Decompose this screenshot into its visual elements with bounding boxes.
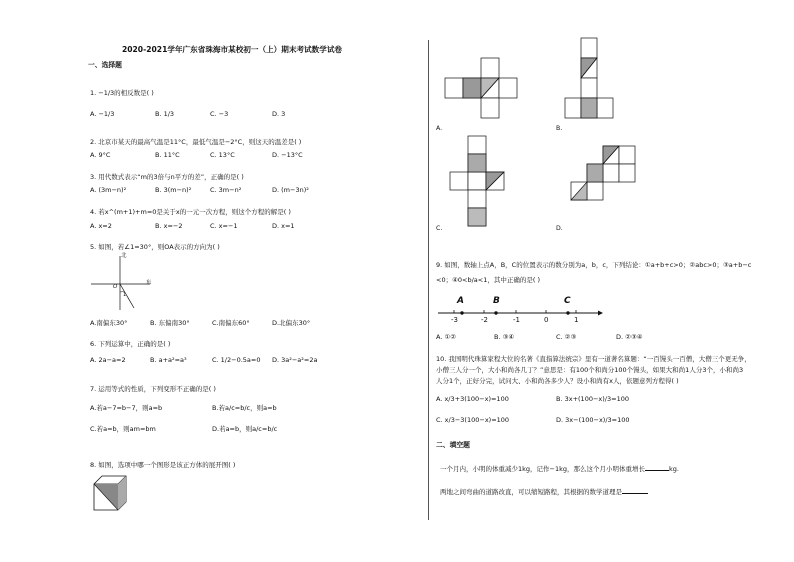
point-a-label: A xyxy=(457,296,464,306)
compass-origin-label: O xyxy=(113,284,118,290)
compass-east-label: 东 xyxy=(146,280,152,286)
net-option-c xyxy=(440,136,560,231)
q11-text xyxy=(440,466,679,473)
q4-option-c: C. x=−1 xyxy=(210,222,238,230)
q10-option-b: B. 3x+(100−x)/3=100 xyxy=(556,395,629,403)
q1-option-c: C. −3 xyxy=(210,110,229,118)
cube-figure xyxy=(92,474,132,514)
q2-option-c: C. 13°C xyxy=(210,151,235,159)
q3-option-d: D. (m−3n)² xyxy=(272,186,309,194)
tick-minus1: -1 xyxy=(513,316,520,324)
q10-option-c: C. x/3−3(100−x)=100 xyxy=(436,416,510,424)
q2-option-b: B. 11°C xyxy=(155,151,180,159)
q1-option-b: B. 1/3 xyxy=(155,110,175,118)
q9-option-b: B. ③④ xyxy=(494,333,515,341)
q12-stem: 两地之间弯曲的道路改直，可以缩短路程，其根据的数学道理是 xyxy=(440,488,622,496)
q3-option-c: C. 3m−n² xyxy=(210,186,242,194)
q5-option-c: C.南偏东60° xyxy=(212,319,250,327)
q7-stem: 7. 运用等式的性质，下列变形不正确的是( ) xyxy=(90,385,216,393)
q2-option-d: D. −13°C xyxy=(272,151,303,159)
compass-north-label: 北 xyxy=(121,253,127,259)
q6-option-a: A. 2a−a=2 xyxy=(90,356,126,364)
q11-stem: 一个月内，小明的体重减少1kg，记作−1kg，那么这个月小明体重增长 xyxy=(440,465,645,473)
q6-option-c: C. 1/2−0.5a=0 xyxy=(212,356,261,364)
q5-option-b: B. 东偏南30° xyxy=(150,319,190,327)
tick-zero: 0 xyxy=(544,316,549,324)
q10-option-d: D. 3x−(100−x)/3=100 xyxy=(556,416,630,424)
q10-option-a: A. x/3+3(100−x)=100 xyxy=(436,395,509,403)
q9-option-a: A. ①② xyxy=(436,333,457,341)
q11-unit: kg. xyxy=(669,465,679,473)
q10-line1: 10. 我国明代珠算家程大位的名著《直指算法统宗》里有一道著名算题：“一百馒头一百僧，大僧三个更无争， xyxy=(436,355,751,363)
q5-stem: 5. 如图，若∠1=30°，则OA表示的方向为( ) xyxy=(90,243,220,251)
net-option-a xyxy=(445,38,565,128)
page-title: 2020-2021学年广东省珠海市某校初一（上）期末考试数学试卷 xyxy=(121,45,343,54)
tick-minus2: -2 xyxy=(481,316,488,324)
section-heading-choice: 一、选择题 xyxy=(88,61,122,69)
compass-angle-label: 1 xyxy=(123,292,127,298)
q9-stem-line2: <0；④0<b/a<1，其中正确的是( ) xyxy=(436,276,541,284)
tick-minus3: -3 xyxy=(451,316,458,324)
column-divider xyxy=(428,40,429,520)
q1-option-a: A. −1/3 xyxy=(90,110,115,118)
q8-stem: 8. 如图，选项中哪一个图形是该正方体的展开图( ) xyxy=(90,461,236,469)
net-option-a-label: A. xyxy=(436,125,443,132)
q4-option-a: A. x=2 xyxy=(90,222,112,230)
q4-stem: 4. 若x^(m+1)+m=0是关于x的一元一次方程，则这个方程的解是( ) xyxy=(90,208,291,216)
q6-stem: 6. 下列运算中，正确的是( ) xyxy=(90,340,171,348)
q5-option-d: D.北偏东30° xyxy=(272,319,311,327)
point-c-label: C xyxy=(564,296,571,306)
section-heading-fill: 二、填空题 xyxy=(436,441,470,449)
q7-option-b: B.若a/c=b/c，则a=b xyxy=(212,404,277,412)
q2-option-a: A. 9°C xyxy=(90,151,111,159)
q5-option-a: A.南偏东30° xyxy=(90,319,128,327)
q12-text xyxy=(440,489,648,496)
q3-option-b: B. 3(m−n)² xyxy=(155,186,192,194)
tick-one: 1 xyxy=(574,316,579,324)
q2-stem: 2. 北京市某天的最高气温是11°C，最低气温是−2°C，则这天的温差是( ) xyxy=(90,138,302,146)
q4-option-b: B. x=−2 xyxy=(155,222,183,230)
q11-answer-blank[interactable] xyxy=(645,470,669,471)
q1-stem: 1. −1/3的相反数是( ) xyxy=(90,89,154,97)
q3-stem: 3. 用代数式表示“m的3倍与n平方的差”，正确的是( ) xyxy=(90,173,244,181)
q9-option-d: D. ②③④ xyxy=(616,333,643,341)
q9-stem-line1: 9. 如图，数轴上点A，B，C的位置表示的数分别为a，b，c，下列结论：①a+b+c>0；②abc>0；③a+b−c xyxy=(436,261,752,269)
net-option-d-label: D. xyxy=(556,225,563,232)
net-option-b xyxy=(565,38,685,133)
q1-option-d: D. 3 xyxy=(272,110,286,118)
q6-option-d: D. 3a²−a²=2a xyxy=(272,356,318,364)
q10-line2: 小僧三人分一个，大小和尚各几丁？”意思是：有100个和尚分100个馒头，如果大和尚1人分3个，小和尚3 xyxy=(436,366,744,374)
q6-option-b: B. a+a²=a³ xyxy=(150,356,187,364)
q4-option-d: D. x=1 xyxy=(272,222,295,230)
q3-option-a: A. (3m−n)² xyxy=(90,186,127,194)
q7-option-a: A.若a−7=b−7，则a=b xyxy=(90,404,163,412)
q7-option-d: D.若a=b，则a/c=b/c xyxy=(212,425,278,433)
net-option-b-label: B. xyxy=(556,125,563,132)
net-option-d xyxy=(565,138,685,233)
point-b-label: B xyxy=(493,296,500,306)
q12-answer-blank[interactable] xyxy=(622,493,648,494)
q7-option-c: C.若a=b，则am=bm xyxy=(90,425,156,433)
net-option-c-label: C. xyxy=(436,225,443,232)
q10-line3: 人分1个，正好分完，试问大、小和尚各多少人？设小和尚有x人，依题意列方程得( ) xyxy=(436,377,679,385)
q9-option-c: C. ②③ xyxy=(556,333,577,341)
